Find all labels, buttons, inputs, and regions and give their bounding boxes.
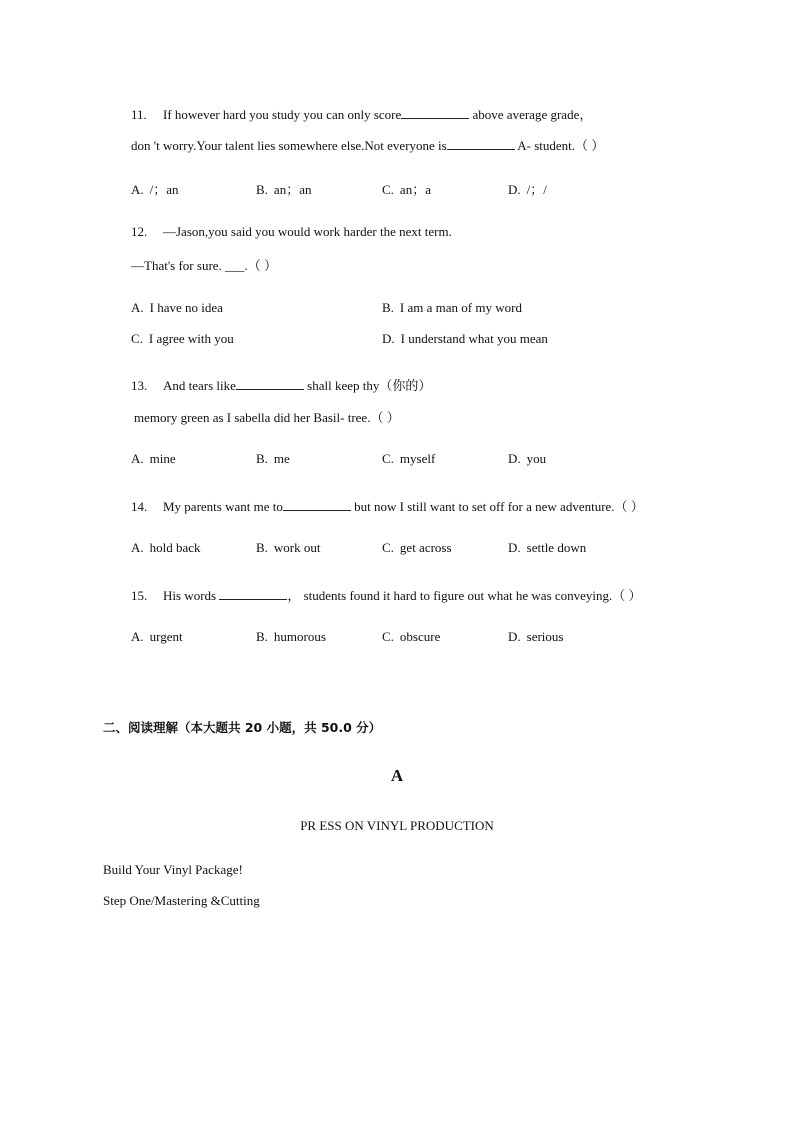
section-title: 二、阅读理解（本大题共 20 小题，共 50.0 分）	[103, 720, 382, 735]
question-text: If however hard you study you can only score	[163, 107, 402, 122]
option-c[interactable]	[382, 451, 435, 467]
option-letter: B.	[382, 300, 394, 315]
option-text: I agree with you	[148, 331, 234, 346]
passage-title: PR ESS ON VINYL PRODUCTION	[300, 818, 494, 833]
option-letter: B.	[256, 540, 268, 555]
option-letter: B.	[256, 629, 268, 644]
passage-line: Build Your Vinyl Package!	[103, 862, 243, 877]
option-a[interactable]	[131, 629, 183, 645]
option-letter: B.	[256, 182, 268, 197]
question-text: A- student.（ ）	[514, 138, 605, 153]
option-c[interactable]	[382, 540, 452, 556]
question-number: 14.	[131, 499, 148, 514]
option-letter: C.	[382, 629, 394, 644]
question-13-line-2	[134, 407, 400, 426]
option-letter: A.	[131, 300, 144, 315]
option-text: I am a man of my word	[399, 300, 522, 315]
option-letter: A.	[131, 182, 144, 197]
option-letter: A.	[131, 451, 144, 466]
question-number: 12.	[131, 224, 148, 239]
option-letter: B.	[256, 451, 268, 466]
question-text: shall keep thy（你的）	[303, 378, 432, 393]
question-number: 13.	[131, 378, 148, 393]
option-text: /；an	[149, 182, 179, 197]
question-11-line-2	[131, 135, 604, 154]
option-text: urgent	[149, 629, 183, 644]
option-text: obscure	[399, 629, 441, 644]
option-b[interactable]	[256, 540, 321, 556]
option-d[interactable]	[508, 451, 546, 467]
option-text: an；an	[273, 182, 312, 197]
option-text: I have no idea	[149, 300, 223, 315]
question-12-line-2	[131, 255, 277, 274]
option-letter: C.	[382, 540, 394, 555]
option-d[interactable]	[382, 331, 548, 347]
option-text: work out	[273, 540, 321, 555]
option-letter: D.	[508, 629, 521, 644]
question-number: 15.	[131, 588, 148, 603]
question-15-line-1	[131, 585, 642, 604]
option-a[interactable]	[131, 540, 201, 556]
question-14-line-1	[131, 496, 644, 515]
option-b[interactable]	[382, 300, 522, 316]
option-letter: A.	[131, 629, 144, 644]
option-c[interactable]	[131, 331, 234, 347]
option-c[interactable]	[382, 179, 431, 198]
option-text: humorous	[273, 629, 326, 644]
question-text: above average grade，	[472, 107, 593, 122]
option-text: myself	[399, 451, 436, 466]
question-text: His words	[163, 588, 217, 603]
question-number: 11.	[131, 107, 147, 122]
option-letter: D.	[508, 182, 521, 197]
option-d[interactable]	[508, 540, 586, 556]
question-text: My parents want me to	[163, 499, 283, 514]
option-text: serious	[526, 629, 564, 644]
option-text: you	[526, 451, 547, 466]
answer-blank	[219, 589, 287, 600]
option-d[interactable]	[508, 629, 563, 645]
answer-blank	[401, 108, 469, 119]
option-letter: C.	[382, 451, 394, 466]
option-text: settle down	[526, 540, 587, 555]
answer-blank	[236, 379, 304, 390]
question-text: And tears like	[163, 378, 236, 393]
question-text: ， students found it hard to figure out what he was conveying.（ ）	[287, 588, 642, 603]
option-letter: D.	[382, 331, 395, 346]
question-text: but now I still want to set off for a new adventure.（ ）	[350, 499, 644, 514]
passage-letter: A	[390, 766, 404, 785]
option-b[interactable]	[256, 451, 290, 467]
option-c[interactable]	[382, 629, 440, 645]
question-text: —That's for sure. ___.（ ）	[131, 258, 278, 273]
option-letter: C.	[382, 182, 394, 197]
option-text: I understand what you mean	[400, 331, 548, 346]
answer-blank	[447, 139, 515, 150]
option-a[interactable]	[131, 451, 176, 467]
question-text: memory green as I sabella did her Basil- tree.（ ）	[134, 410, 400, 425]
option-b[interactable]	[256, 629, 326, 645]
option-text: /；/	[526, 182, 547, 197]
option-a[interactable]	[131, 300, 223, 316]
question-12-line-1	[131, 224, 452, 240]
option-text: mine	[149, 451, 176, 466]
question-text: don 't worry.Your talent lies somewhere else.Not everyone is	[131, 138, 447, 153]
passage-line: Step One/Mastering &Cutting	[103, 893, 260, 908]
option-d[interactable]	[508, 179, 547, 198]
question-13-line-1	[131, 375, 431, 394]
option-a[interactable]	[131, 179, 179, 198]
option-text: an；a	[399, 182, 431, 197]
option-text: hold back	[149, 540, 201, 555]
option-letter: D.	[508, 451, 521, 466]
question-11-line-1	[131, 104, 592, 123]
option-b[interactable]	[256, 179, 311, 198]
option-letter: A.	[131, 540, 144, 555]
option-text: me	[273, 451, 290, 466]
option-letter: D.	[508, 540, 521, 555]
question-text: —Jason,you said you would work harder the next term.	[163, 224, 452, 239]
option-text: get across	[399, 540, 452, 555]
answer-blank	[283, 500, 351, 511]
option-letter: C.	[131, 331, 143, 346]
